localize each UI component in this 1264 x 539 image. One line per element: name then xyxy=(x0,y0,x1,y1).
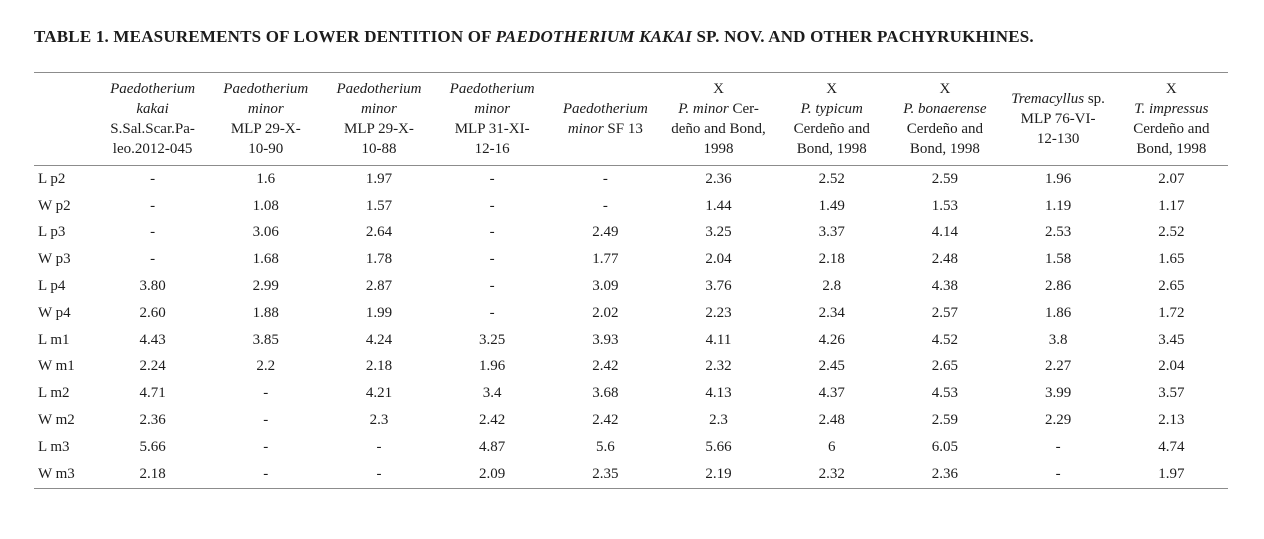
measurement-cell: 5.66 xyxy=(139,438,166,455)
measurement-cell: 1.96 xyxy=(1044,170,1072,187)
measurement-cell: 2.52 xyxy=(1158,224,1185,241)
column-header-line xyxy=(98,99,207,119)
column-header-tremacyllus-sp xyxy=(1002,73,1115,166)
measurement-cell: 4.11 xyxy=(705,331,732,348)
measurement-cell: 4.24 xyxy=(365,331,393,348)
column-header-line xyxy=(211,139,320,159)
column-header-line xyxy=(664,79,773,99)
measurement-cell: 2.2 xyxy=(256,358,276,375)
measurement-cell: 2.09 xyxy=(479,465,506,482)
row-label-header xyxy=(34,73,96,166)
column-header-line xyxy=(777,139,886,159)
column-header-line xyxy=(1117,79,1226,99)
measurement-cell: 1.53 xyxy=(931,197,959,214)
row-label: L p2 xyxy=(38,170,66,187)
measurement-cell: 2.42 xyxy=(592,358,619,375)
text-segment: 12-16 xyxy=(474,141,510,157)
measurement-cell: 2.45 xyxy=(818,358,845,375)
measurement-cell: 3.25 xyxy=(479,331,506,348)
column-header-line xyxy=(1004,109,1113,129)
column-header-paedotherium-minor-mlp-29-x-10-88 xyxy=(322,73,435,166)
measurement-cell: 1.72 xyxy=(1158,304,1185,321)
measurement-cell: 2.86 xyxy=(1044,278,1072,295)
measurement-cell: - xyxy=(1055,465,1061,482)
row-label: L m2 xyxy=(38,385,70,402)
column-header-paedotherium-minor-mlp-29-x-10-90 xyxy=(209,73,322,166)
column-header-line xyxy=(1004,89,1113,109)
column-header-line xyxy=(1117,99,1226,119)
text-segment: SF 13 xyxy=(603,121,643,137)
taxon-name-italic: kakai xyxy=(136,101,169,117)
measurement-cell: 4.43 xyxy=(139,331,166,348)
column-header-line xyxy=(324,99,433,119)
row-label: W p3 xyxy=(38,251,71,268)
column-header-line xyxy=(551,119,660,139)
row-label: W p2 xyxy=(38,197,71,214)
measurement-cell: 2.48 xyxy=(818,412,845,429)
table-row xyxy=(34,193,1228,220)
row-label: L p4 xyxy=(38,278,66,295)
column-header-x-p-bonaerense xyxy=(888,73,1001,166)
text-segment: sp. xyxy=(1084,91,1105,107)
measurement-cell: 2.49 xyxy=(592,224,619,241)
column-header-line xyxy=(551,99,660,119)
table-row xyxy=(34,246,1228,273)
column-header-line xyxy=(664,139,773,159)
measurement-cell: 3.99 xyxy=(1044,385,1072,402)
measurement-cell: 4.52 xyxy=(931,331,959,348)
column-header-line xyxy=(777,119,886,139)
measurement-cell: 2.02 xyxy=(592,304,619,321)
measurement-cell: 1.49 xyxy=(818,197,845,214)
taxon-name-italic: P. minor xyxy=(678,101,729,117)
measurement-cell: 3.25 xyxy=(705,224,732,241)
row-label: L p3 xyxy=(38,224,66,241)
measurement-cell: 2.27 xyxy=(1044,358,1072,375)
measurement-cell: 2.42 xyxy=(479,412,506,429)
measurement-cell: 1.96 xyxy=(479,358,506,375)
measurement-cell: - xyxy=(602,197,608,214)
measurement-cell: 3.80 xyxy=(139,278,166,295)
measurement-cell: 2.53 xyxy=(1044,224,1072,241)
measurement-cell: 1.19 xyxy=(1044,197,1072,214)
taxon-name-italic: PAEDOTHERIUM KAKAI xyxy=(495,27,693,46)
measurement-cell: - xyxy=(1055,438,1061,455)
column-header-line xyxy=(890,79,999,99)
row-label: W m2 xyxy=(38,412,75,429)
table-row xyxy=(34,273,1228,300)
measurement-cell: 2.32 xyxy=(818,465,845,482)
table-row xyxy=(34,220,1228,247)
column-header-line xyxy=(98,79,207,99)
measurement-cell: - xyxy=(150,197,156,214)
column-header-line xyxy=(324,119,433,139)
text-segment: Cerdeño and xyxy=(793,121,870,137)
column-header-line xyxy=(211,119,320,139)
text-segment: leo.2012-045 xyxy=(112,141,193,157)
measurement-cell: 2.65 xyxy=(931,358,959,375)
measurement-cell: 4.71 xyxy=(139,385,166,402)
measurement-cell: 4.38 xyxy=(931,278,959,295)
measurement-cell: 2.59 xyxy=(931,170,959,187)
measurement-cell: 3.37 xyxy=(818,224,845,241)
measurement-cell: 2.57 xyxy=(931,304,959,321)
table-row xyxy=(34,300,1228,327)
measurement-cell: 4.14 xyxy=(931,224,959,241)
measurement-cell: 5.6 xyxy=(595,438,615,455)
measurement-cell: 1.57 xyxy=(365,197,393,214)
measurement-cell: 4.37 xyxy=(818,385,845,402)
measurement-cell: - xyxy=(263,412,269,429)
taxon-name-italic: minor xyxy=(474,101,511,117)
taxon-name-italic: P. bonaerense xyxy=(903,101,987,117)
column-header-x-p-typicum xyxy=(775,73,888,166)
measurement-cell: 2.64 xyxy=(365,224,393,241)
measurement-cell: 2.87 xyxy=(365,278,393,295)
text-segment: 12-130 xyxy=(1036,131,1080,147)
table-title xyxy=(34,27,1230,47)
taxon-name-italic: P. typicum xyxy=(800,101,863,117)
measurement-cell: 3.85 xyxy=(252,331,279,348)
table-row xyxy=(34,354,1228,381)
text-segment: Cer- xyxy=(728,101,759,117)
measurement-cell: 2.13 xyxy=(1158,412,1185,429)
measurement-cell: - xyxy=(150,224,156,241)
measurement-cell: 3.4 xyxy=(482,385,502,402)
taxon-name-italic: Paedotherium xyxy=(110,81,196,97)
measurement-cell: 3.8 xyxy=(1048,331,1068,348)
column-header-x-t-impressus xyxy=(1115,73,1228,166)
table-row xyxy=(34,327,1228,354)
measurement-cell: 3.45 xyxy=(1158,331,1185,348)
column-header-paedotherium-minor-sf-13 xyxy=(549,73,662,166)
column-header-line xyxy=(890,139,999,159)
taxon-name-italic: minor xyxy=(567,121,604,137)
measurement-cell: 2.48 xyxy=(931,251,959,268)
text-segment: TABLE 1. MEASUREMENTS OF LOWER DENTITION OF xyxy=(34,27,496,46)
column-header-line xyxy=(777,99,886,119)
column-header-paedotherium-minor-mlp-31-xi-12-16 xyxy=(436,73,549,166)
measurement-cell: 1.86 xyxy=(1044,304,1072,321)
table-row xyxy=(34,166,1228,193)
text-segment: MLP 31-XI- xyxy=(454,121,530,137)
measurement-cell: - xyxy=(263,465,269,482)
text-segment: Bond, 1998 xyxy=(1136,141,1207,157)
measurement-cell: 6.05 xyxy=(931,438,959,455)
column-header-line xyxy=(98,139,207,159)
row-label: W p4 xyxy=(38,304,71,321)
row-label: W m3 xyxy=(38,465,75,482)
column-header-line xyxy=(98,119,207,139)
measurement-cell: 1.97 xyxy=(1158,465,1185,482)
measurement-cell: 5.66 xyxy=(705,438,732,455)
measurement-cell: 2.29 xyxy=(1044,412,1072,429)
measurement-cell: 1.44 xyxy=(705,197,732,214)
measurement-cell: 1.65 xyxy=(1158,251,1185,268)
measurement-cell: - xyxy=(376,465,382,482)
text-segment: 10-90 xyxy=(248,141,284,157)
taxon-name-italic: Paedotherium xyxy=(562,101,648,117)
measurement-cell: 2.18 xyxy=(818,251,845,268)
measurement-cell: - xyxy=(489,278,495,295)
measurement-cell: 1.58 xyxy=(1044,251,1072,268)
measurement-cell: 1.88 xyxy=(252,304,279,321)
measurement-cell: - xyxy=(489,304,495,321)
measurement-cell: 2.42 xyxy=(592,412,619,429)
measurement-cell: 2.36 xyxy=(139,412,166,429)
text-segment: X xyxy=(826,81,838,97)
column-header-line xyxy=(438,119,547,139)
measurement-cell: 2.32 xyxy=(705,358,732,375)
measurement-cell: - xyxy=(489,170,495,187)
column-header-line xyxy=(664,119,773,139)
column-header-line xyxy=(890,119,999,139)
text-segment: 1998 xyxy=(703,141,734,157)
column-header-line xyxy=(1117,119,1226,139)
text-segment: MLP 29-X- xyxy=(344,121,414,137)
column-header-line xyxy=(1004,129,1113,149)
measurement-cell: 2.35 xyxy=(592,465,619,482)
measurement-cell: 1.17 xyxy=(1158,197,1185,214)
measurement-cell: 2.59 xyxy=(931,412,959,429)
table-row xyxy=(34,434,1228,461)
measurement-cell: 4.13 xyxy=(705,385,732,402)
row-label: W m1 xyxy=(38,358,75,375)
column-header-line xyxy=(438,79,547,99)
measurement-cell: 4.26 xyxy=(818,331,845,348)
taxon-name-italic: Tremacyllus xyxy=(1011,91,1085,107)
taxon-name-italic: Paedotherium xyxy=(223,81,309,97)
measurement-cell: 2.23 xyxy=(705,304,732,321)
measurement-cell: 1.99 xyxy=(365,304,393,321)
column-header-line xyxy=(438,139,547,159)
text-segment: X xyxy=(1165,81,1177,97)
measurement-cell: 1.6 xyxy=(256,170,276,187)
column-header-x-p-minor xyxy=(662,73,775,166)
text-segment: Cerdeño and xyxy=(906,121,984,137)
column-header-line xyxy=(1117,139,1226,159)
measurement-cell: 2.3 xyxy=(369,412,389,429)
column-header-line xyxy=(324,139,433,159)
measurement-cell: 3.76 xyxy=(705,278,732,295)
text-segment: Bond, 1998 xyxy=(796,141,867,157)
text-segment: SP. NOV. AND OTHER PACHYRUKHINES. xyxy=(692,27,1034,46)
measurement-cell: 2.24 xyxy=(139,358,166,375)
measurement-cell: 2.18 xyxy=(365,358,393,375)
measurement-cell: 1.68 xyxy=(252,251,279,268)
measurement-cell: 4.74 xyxy=(1158,438,1185,455)
measurement-cell: - xyxy=(602,170,608,187)
text-segment: MLP 29-X- xyxy=(230,121,301,137)
measurement-cell: - xyxy=(489,251,495,268)
text-segment: S.Sal.Scar.Pa- xyxy=(110,121,195,137)
row-label: L m1 xyxy=(38,331,70,348)
measurement-cell: 4.87 xyxy=(479,438,506,455)
measurement-cell: - xyxy=(263,385,269,402)
column-header-line xyxy=(890,99,999,119)
measurement-cell: 2.8 xyxy=(822,278,842,295)
column-header-line xyxy=(438,99,547,119)
measurement-cell: 2.19 xyxy=(705,465,732,482)
taxon-name-italic: Paedotherium xyxy=(336,81,422,97)
measurement-cell: - xyxy=(489,197,495,214)
measurement-cell: 4.53 xyxy=(931,385,959,402)
text-segment: Bond, 1998 xyxy=(909,141,980,157)
column-header-line xyxy=(324,79,433,99)
measurement-cell: 3.09 xyxy=(592,278,619,295)
column-header-line xyxy=(211,99,320,119)
column-header-line xyxy=(664,99,773,119)
table-row xyxy=(34,380,1228,407)
measurement-cell: 6 xyxy=(827,438,836,455)
measurement-cell: 2.52 xyxy=(818,170,845,187)
measurement-cell: 2.18 xyxy=(139,465,166,482)
measurement-cell: 3.93 xyxy=(592,331,619,348)
measurement-cell: 2.60 xyxy=(139,304,166,321)
measurements-table xyxy=(34,72,1228,489)
text-segment: X xyxy=(939,81,951,97)
measurement-cell: 2.34 xyxy=(818,304,845,321)
table-header-row xyxy=(34,73,1228,166)
measurement-cell: 2.36 xyxy=(705,170,732,187)
measurement-cell: 2.04 xyxy=(705,251,732,268)
measurement-cell: - xyxy=(489,224,495,241)
measurement-cell: 2.99 xyxy=(252,278,279,295)
text-segment: deño and Bond, xyxy=(671,121,766,137)
measurement-cell: 2.36 xyxy=(931,465,959,482)
measurement-cell: 3.06 xyxy=(252,224,279,241)
measurement-cell: - xyxy=(150,251,156,268)
measurement-cell: 2.3 xyxy=(709,412,728,429)
taxon-name-italic: Paedotherium xyxy=(449,81,535,97)
table-row xyxy=(34,461,1228,488)
measurement-cell: 1.77 xyxy=(592,251,619,268)
measurement-cell: 2.07 xyxy=(1158,170,1185,187)
measurement-cell: 1.97 xyxy=(365,170,393,187)
measurement-cell: 3.68 xyxy=(592,385,619,402)
column-header-line xyxy=(777,79,886,99)
taxon-name-italic: T. impressus xyxy=(1134,101,1209,117)
text-segment: 10-88 xyxy=(361,141,397,157)
measurement-cell: 2.04 xyxy=(1158,358,1185,375)
row-label: L m3 xyxy=(38,438,70,455)
measurement-cell: 2.65 xyxy=(1158,278,1185,295)
taxon-name-italic: minor xyxy=(361,101,397,117)
taxon-name-italic: minor xyxy=(247,101,284,117)
measurement-cell: 1.78 xyxy=(365,251,393,268)
text-segment: X xyxy=(713,81,724,97)
measurement-cell: - xyxy=(150,170,156,187)
measurement-cell: 1.08 xyxy=(252,197,279,214)
measurement-cell: - xyxy=(263,438,269,455)
measurement-cell: - xyxy=(376,438,382,455)
text-segment: Cerdeño and xyxy=(1133,121,1210,137)
measurement-cell: 4.21 xyxy=(365,385,393,402)
column-header-paedotherium-kakai xyxy=(96,73,209,166)
text-segment: MLP 76-VI- xyxy=(1020,111,1096,127)
column-header-line xyxy=(211,79,320,99)
measurement-cell: 3.57 xyxy=(1158,385,1185,402)
table-row xyxy=(34,407,1228,434)
